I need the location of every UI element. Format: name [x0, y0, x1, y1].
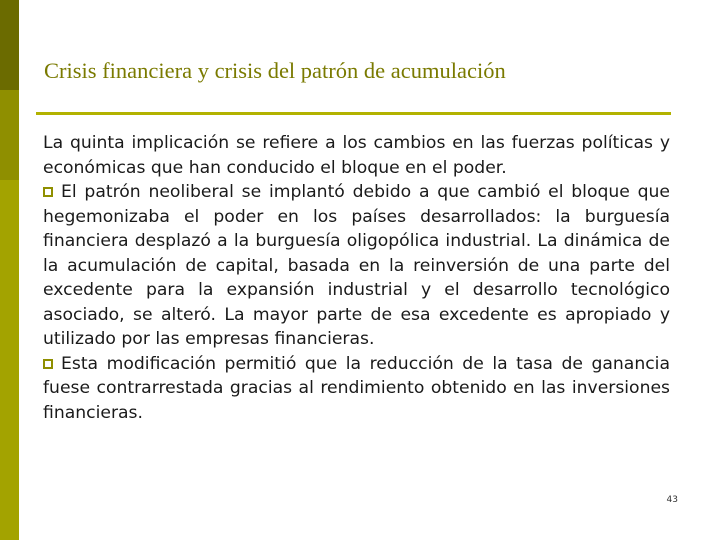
slide-body [43, 131, 670, 426]
accent-bar-dark-segment [0, 0, 19, 90]
paragraph-text: El patrón neoliberal se implantó debido a que cambió el bloque que hegemonizaba el poder en los países desarrollados: la burguesía financiera desplazó a la burguesía oligopólica industrial. La dinámica de la acumulación de capital, basada en la reinversión de una parte del excedente para la expansión industrial y el desarrollo tecnológico asociado, se alteró. La mayor parte de esa excedente es apropiado y utilizado por las empresas financieras. [43, 182, 670, 350]
title-underline-rule [36, 112, 671, 115]
slide-number: 43 [666, 495, 678, 505]
accent-bar-mid-segment [0, 90, 19, 180]
hollow-square-bullet-icon [43, 359, 53, 369]
paragraph-bullet-2 [43, 352, 670, 426]
slide-title: Crisis financiera y crisis del patrón de acumulación [44, 58, 506, 83]
paragraph-intro [43, 131, 670, 180]
paragraph-text: Esta modificación permitió que la reducción de la tasa de ganancia fuese contrarrestada gracias al rendimiento obtenido en las inversiones financieras. [43, 353, 670, 424]
paragraph-text: La quinta implicación se refiere a los cambios en las fuerzas políticas y económicas que han conducido el bloque en el poder. [43, 133, 670, 178]
left-accent-bar [0, 0, 19, 540]
hollow-square-bullet-icon [43, 187, 53, 197]
paragraph-bullet-1 [43, 180, 670, 352]
accent-bar-light-segment [0, 180, 19, 540]
